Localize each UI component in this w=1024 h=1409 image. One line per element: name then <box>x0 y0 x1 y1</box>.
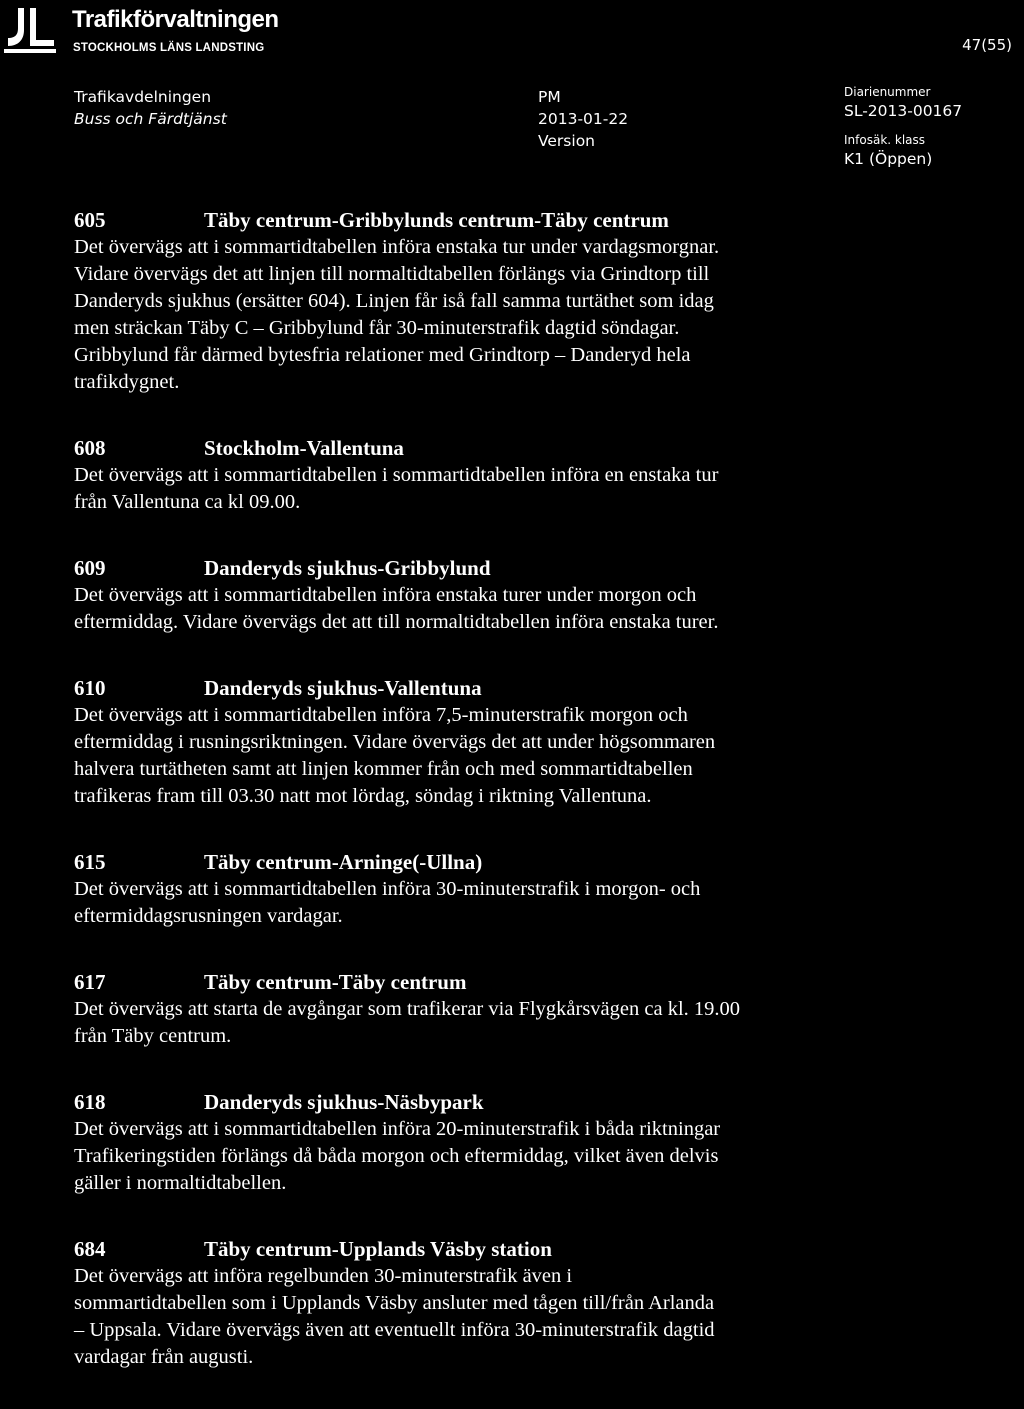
section-text <box>74 996 954 1050</box>
route-title: Täby centrum-Arninge(-Ullna) <box>204 850 483 874</box>
diary-number: SL-2013-00167 <box>844 102 963 120</box>
route-section <box>74 206 954 396</box>
route-section <box>74 434 954 516</box>
text-line: halvera turtätheten samt att linjen kommer från och med sommartidtabellen <box>74 758 693 780</box>
section-text <box>74 582 954 636</box>
logo-subtitle: STOCKHOLMS LÄNS LANDSTING <box>73 42 265 54</box>
header-department-block <box>74 86 227 130</box>
section-heading <box>74 848 954 876</box>
section-heading <box>74 434 954 462</box>
section-heading <box>74 674 954 702</box>
section-heading <box>74 206 954 234</box>
text-line: gäller i normaltidtabellen. <box>74 1172 287 1194</box>
unit: Buss och Färdtjänst <box>74 110 227 128</box>
sll-logo-icon <box>4 6 56 54</box>
classification-label: Infosäk. klass <box>844 133 926 147</box>
text-line: Det övervägs att i sommartidtabellen införa 7,5-minuterstrafik morgon och <box>74 704 688 726</box>
route-title: Täby centrum-Täby centrum <box>204 970 467 994</box>
section-heading <box>74 968 954 996</box>
route-section <box>74 848 954 930</box>
route-section <box>74 1088 954 1197</box>
route-section <box>74 674 954 810</box>
text-line: – Uppsala. Vidare övervägs även att eventuellt införa 30-minuterstrafik dagtid <box>74 1319 715 1341</box>
document-date: 2013-01-22 <box>538 110 629 128</box>
organization-logo <box>4 6 344 54</box>
route-number: 608 <box>74 436 106 460</box>
text-line: sommartidtabellen som i Upplands Väsby ansluter med tågen till/från Arlanda <box>74 1292 715 1314</box>
section-text <box>74 1263 954 1371</box>
route-number: 684 <box>74 1237 106 1261</box>
page-number: 47(55) <box>962 36 1012 54</box>
text-line: Det övervägs att införa regelbunden 30-minuterstrafik även i <box>74 1265 573 1287</box>
text-line: eftermiddagsrusningen vardagar. <box>74 905 343 927</box>
section-heading <box>74 554 954 582</box>
route-title: Täby centrum-Gribbylunds centrum-Täby centrum <box>204 208 669 232</box>
text-line: trafikdygnet. <box>74 371 180 393</box>
route-number: 617 <box>74 970 106 994</box>
route-section <box>74 1235 954 1371</box>
route-section <box>74 968 954 1050</box>
text-line: eftermiddag i rusningsriktningen. Vidare övervägs det att under högsommaren <box>74 731 716 753</box>
classification: K1 (Öppen) <box>844 150 933 168</box>
route-number: 605 <box>74 208 106 232</box>
department: Trafikavdelningen <box>74 88 212 106</box>
route-title: Stockholm-Vallentuna <box>204 436 404 460</box>
diary-number-label: Diarienummer <box>844 85 931 99</box>
text-line: från Täby centrum. <box>74 1025 232 1047</box>
version-label: Version <box>538 132 595 150</box>
route-number: 610 <box>74 676 106 700</box>
section-text <box>74 1116 954 1197</box>
text-line: Danderyds sjukhus (ersätter 604). Linjen får iså fall samma turtäthet som idag <box>74 290 714 312</box>
route-section <box>74 554 954 636</box>
text-line: Det övervägs att i sommartidtabellen införa 30-minuterstrafik i morgon- och <box>74 878 701 900</box>
document-body <box>74 206 954 1409</box>
text-line: Det övervägs att i sommartidtabellen införa enstaka turer under morgon och <box>74 584 697 606</box>
text-line: Gribbylund får därmed bytesfria relationer med Grindtorp – Danderyd hela <box>74 344 691 366</box>
route-number: 609 <box>74 556 106 580</box>
text-line: Det övervägs att i sommartidtabellen införa 20-minuterstrafik i båda riktningar <box>74 1118 721 1140</box>
route-title: Danderyds sjukhus-Näsbypark <box>204 1090 484 1114</box>
header-registry-block <box>844 84 962 170</box>
text-line: från Vallentuna ca kl 09.00. <box>74 491 301 513</box>
route-title: Danderyds sjukhus-Gribbylund <box>204 556 491 580</box>
text-line: Vidare övervägs det att linjen till normaltidtabellen förlängs via Grindtorp till <box>74 263 710 285</box>
logo-title: Trafikförvaltningen <box>72 6 279 33</box>
text-line: trafikeras fram till 03.30 natt mot lördag, söndag i riktning Vallentuna. <box>74 785 652 807</box>
section-heading <box>74 1088 954 1116</box>
text-line: Trafikeringstiden förlängs då båda morgon och eftermiddag, vilket även delvis <box>74 1145 719 1167</box>
section-text <box>74 462 954 516</box>
section-text <box>74 876 954 930</box>
section-text <box>74 702 954 810</box>
route-title: Täby centrum-Upplands Väsby station <box>204 1237 552 1261</box>
route-number: 615 <box>74 850 106 874</box>
route-number: 618 <box>74 1090 106 1114</box>
section-text <box>74 234 954 396</box>
text-line: eftermiddag. Vidare övervägs det att till normaltidtabellen införa enstaka turer. <box>74 611 719 633</box>
text-line: Det övervägs att i sommartidtabellen i sommartidtabellen införa en enstaka tur <box>74 464 719 486</box>
route-title: Danderyds sjukhus-Vallentuna <box>204 676 482 700</box>
text-line: vardagar från augusti. <box>74 1346 254 1368</box>
text-line: men sträckan Täby C – Gribbylund får 30-minuterstrafik dagtid söndagar. <box>74 317 680 339</box>
text-line: Det övervägs att starta de avgångar som trafikerar via Flygkårsvägen ca kl. 19.00 <box>74 998 741 1020</box>
document-type: PM <box>538 88 561 106</box>
section-heading <box>74 1235 954 1263</box>
text-line: Det övervägs att i sommartidtabellen införa enstaka tur under vardagsmorgnar. <box>74 236 720 258</box>
header-document-block <box>538 86 628 152</box>
